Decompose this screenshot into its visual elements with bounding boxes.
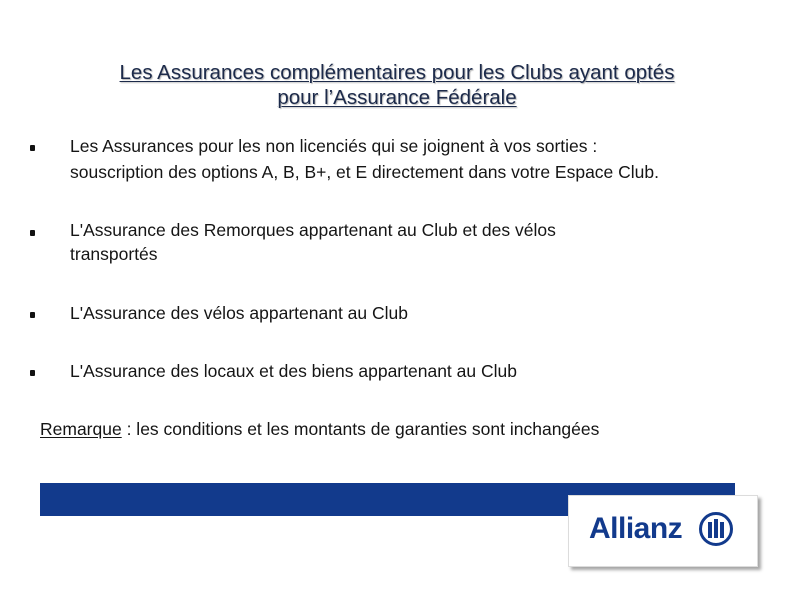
bullet-text: L'Assurance des locaux et des biens appartenant au Club: [70, 361, 517, 381]
title-line-2: pour l’Assurance Fédérale: [277, 86, 517, 109]
bullet-text-line-2: souscription des options A, B, B+, et E directement dans votre Espace Club.: [70, 162, 660, 182]
slide-title: [30, 60, 764, 110]
logo-wordmark: Allianz: [589, 512, 683, 545]
title-line-1: Les Assurances complémentaires pour les Clubs ayant optés: [119, 61, 675, 84]
bullet-text: [70, 218, 770, 266]
bullet-text: L'Assurance des vélos appartenant au Club: [70, 303, 409, 323]
allianz-eagle-icon: [699, 512, 733, 546]
bullet-text: [70, 133, 770, 185]
bullet-text-line-2: transportés: [70, 244, 158, 264]
bullet-dot-icon: [30, 145, 35, 151]
bullet-dot-icon: [30, 312, 35, 318]
bullet-text-line-1: L'Assurance des Remorques appartenant au Club et des vélos: [70, 220, 556, 240]
allianz-logo: [568, 495, 758, 567]
bullet-dot-icon: [30, 230, 35, 236]
bullet-text-line-1: Les Assurances pour les non licenciés qui se joignent à vos sorties :: [70, 136, 598, 156]
remark-text: [40, 416, 760, 442]
remark-label: Remarque: [40, 419, 122, 439]
bullet-dot-icon: [30, 370, 35, 376]
remark-body: : les conditions et les montants de garanties sont inchangées: [121, 419, 600, 439]
